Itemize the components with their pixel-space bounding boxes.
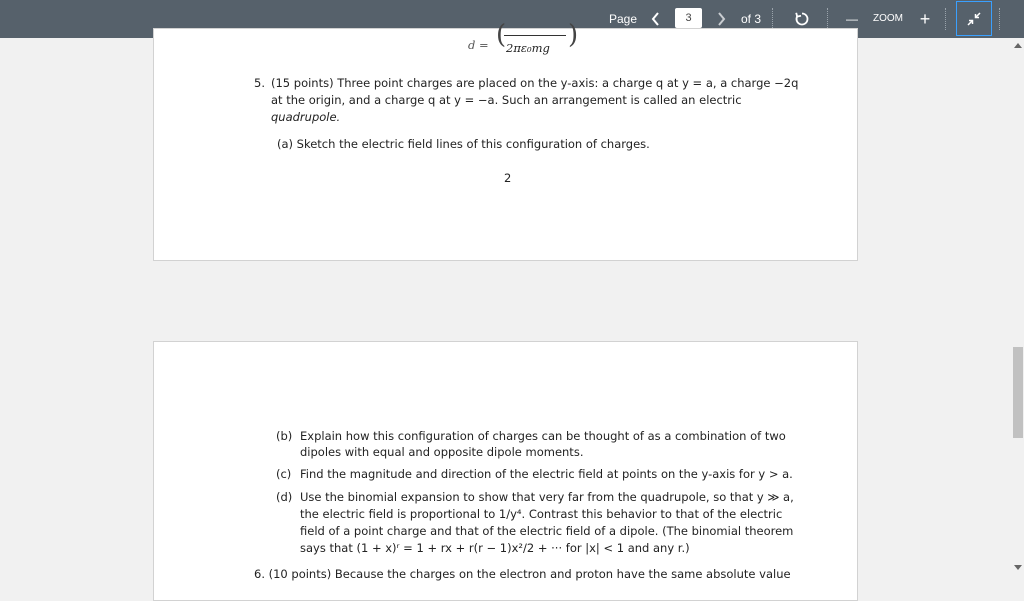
question-5b-line-2: dipoles with equal and opposite dipole moments. xyxy=(300,445,584,459)
exit-fullscreen-button[interactable] xyxy=(956,1,992,36)
question-6-line-1: 6. (10 points) Because the charges on the electron and proton have the same absolute value xyxy=(254,567,791,581)
toolbar-divider xyxy=(945,8,946,30)
chevron-right-icon xyxy=(717,12,726,26)
question-5-line-3: quadrupole. xyxy=(271,110,341,124)
page-total: of 3 xyxy=(741,12,762,26)
zoom-out-button[interactable]: — xyxy=(846,12,858,26)
toolbar-divider xyxy=(999,8,1000,30)
question-5-number: 5. xyxy=(254,76,265,90)
question-5d-line-3: field of a point charge and that of the electric field of a dipole. (The binomial theorem xyxy=(300,524,794,538)
document-viewer[interactable] xyxy=(0,20,1012,581)
rotate-icon xyxy=(794,11,810,27)
toolbar-divider xyxy=(772,8,773,30)
question-5d-line-1: Use the binomial expansion to show that very far from the quadrupole, so that y ≫ a, xyxy=(300,490,794,504)
scroll-down-arrow-icon[interactable] xyxy=(1014,565,1022,570)
collapse-icon xyxy=(966,11,982,27)
question-5b-label: (b) xyxy=(276,429,293,443)
page-number-input[interactable] xyxy=(675,8,702,28)
question-5c-label: (c) xyxy=(276,467,292,481)
question-5c-line-1: Find the magnitude and direction of the electric field at points on the y-axis for y > a. xyxy=(300,467,793,481)
scroll-up-arrow-icon[interactable] xyxy=(1014,43,1022,48)
page-number: 2 xyxy=(504,171,512,185)
pdf-page-3 xyxy=(153,341,858,601)
chevron-left-icon xyxy=(651,12,660,26)
toolbar-divider xyxy=(827,8,828,30)
question-5b-line-1: Explain how this configuration of charges can be thought of as a combination of two xyxy=(300,429,786,443)
equation-denominator: 2πε₀mg xyxy=(506,41,550,55)
question-5d-line-2: the electric field is proportional to 1/y⁴. Contrast this behavior to that of the electric xyxy=(300,507,783,521)
zoom-label: ZOOM xyxy=(873,13,903,24)
pdf-page-2: d = ( 2πε₀mg ) 5. (15 points) Three point charges are placed on the y-axis: a charge q at y = a, a charge −2q at the origin, and a charge q at y = −a. Such an arrangement is called an electric quadrupole. (a) Sketch the electric field lines of this configuration of charges. 2 xyxy=(153,28,858,261)
question-5a: (a) Sketch the electric field lines of this configuration of charges. xyxy=(277,137,650,151)
zoom-in-button[interactable]: + xyxy=(919,8,931,29)
question-5d-line-4: says that (1 + x)ʳ = 1 + rx + r(r − 1)x²/2 + ··· for |x| < 1 and any r.) xyxy=(300,541,690,555)
page-label: Page xyxy=(609,12,638,26)
vertical-scrollbar[interactable] xyxy=(1012,38,1024,576)
question-5d-label: (d) xyxy=(276,490,293,504)
question-5-line-2: at the origin, and a charge q at y = −a. Such an arrangement is called an electric xyxy=(271,93,742,107)
scrollbar-thumb[interactable] xyxy=(1013,347,1023,438)
question-5-line-1: (15 points) Three point charges are placed on the y-axis: a charge q at y = a, a charge −2q xyxy=(271,76,799,90)
